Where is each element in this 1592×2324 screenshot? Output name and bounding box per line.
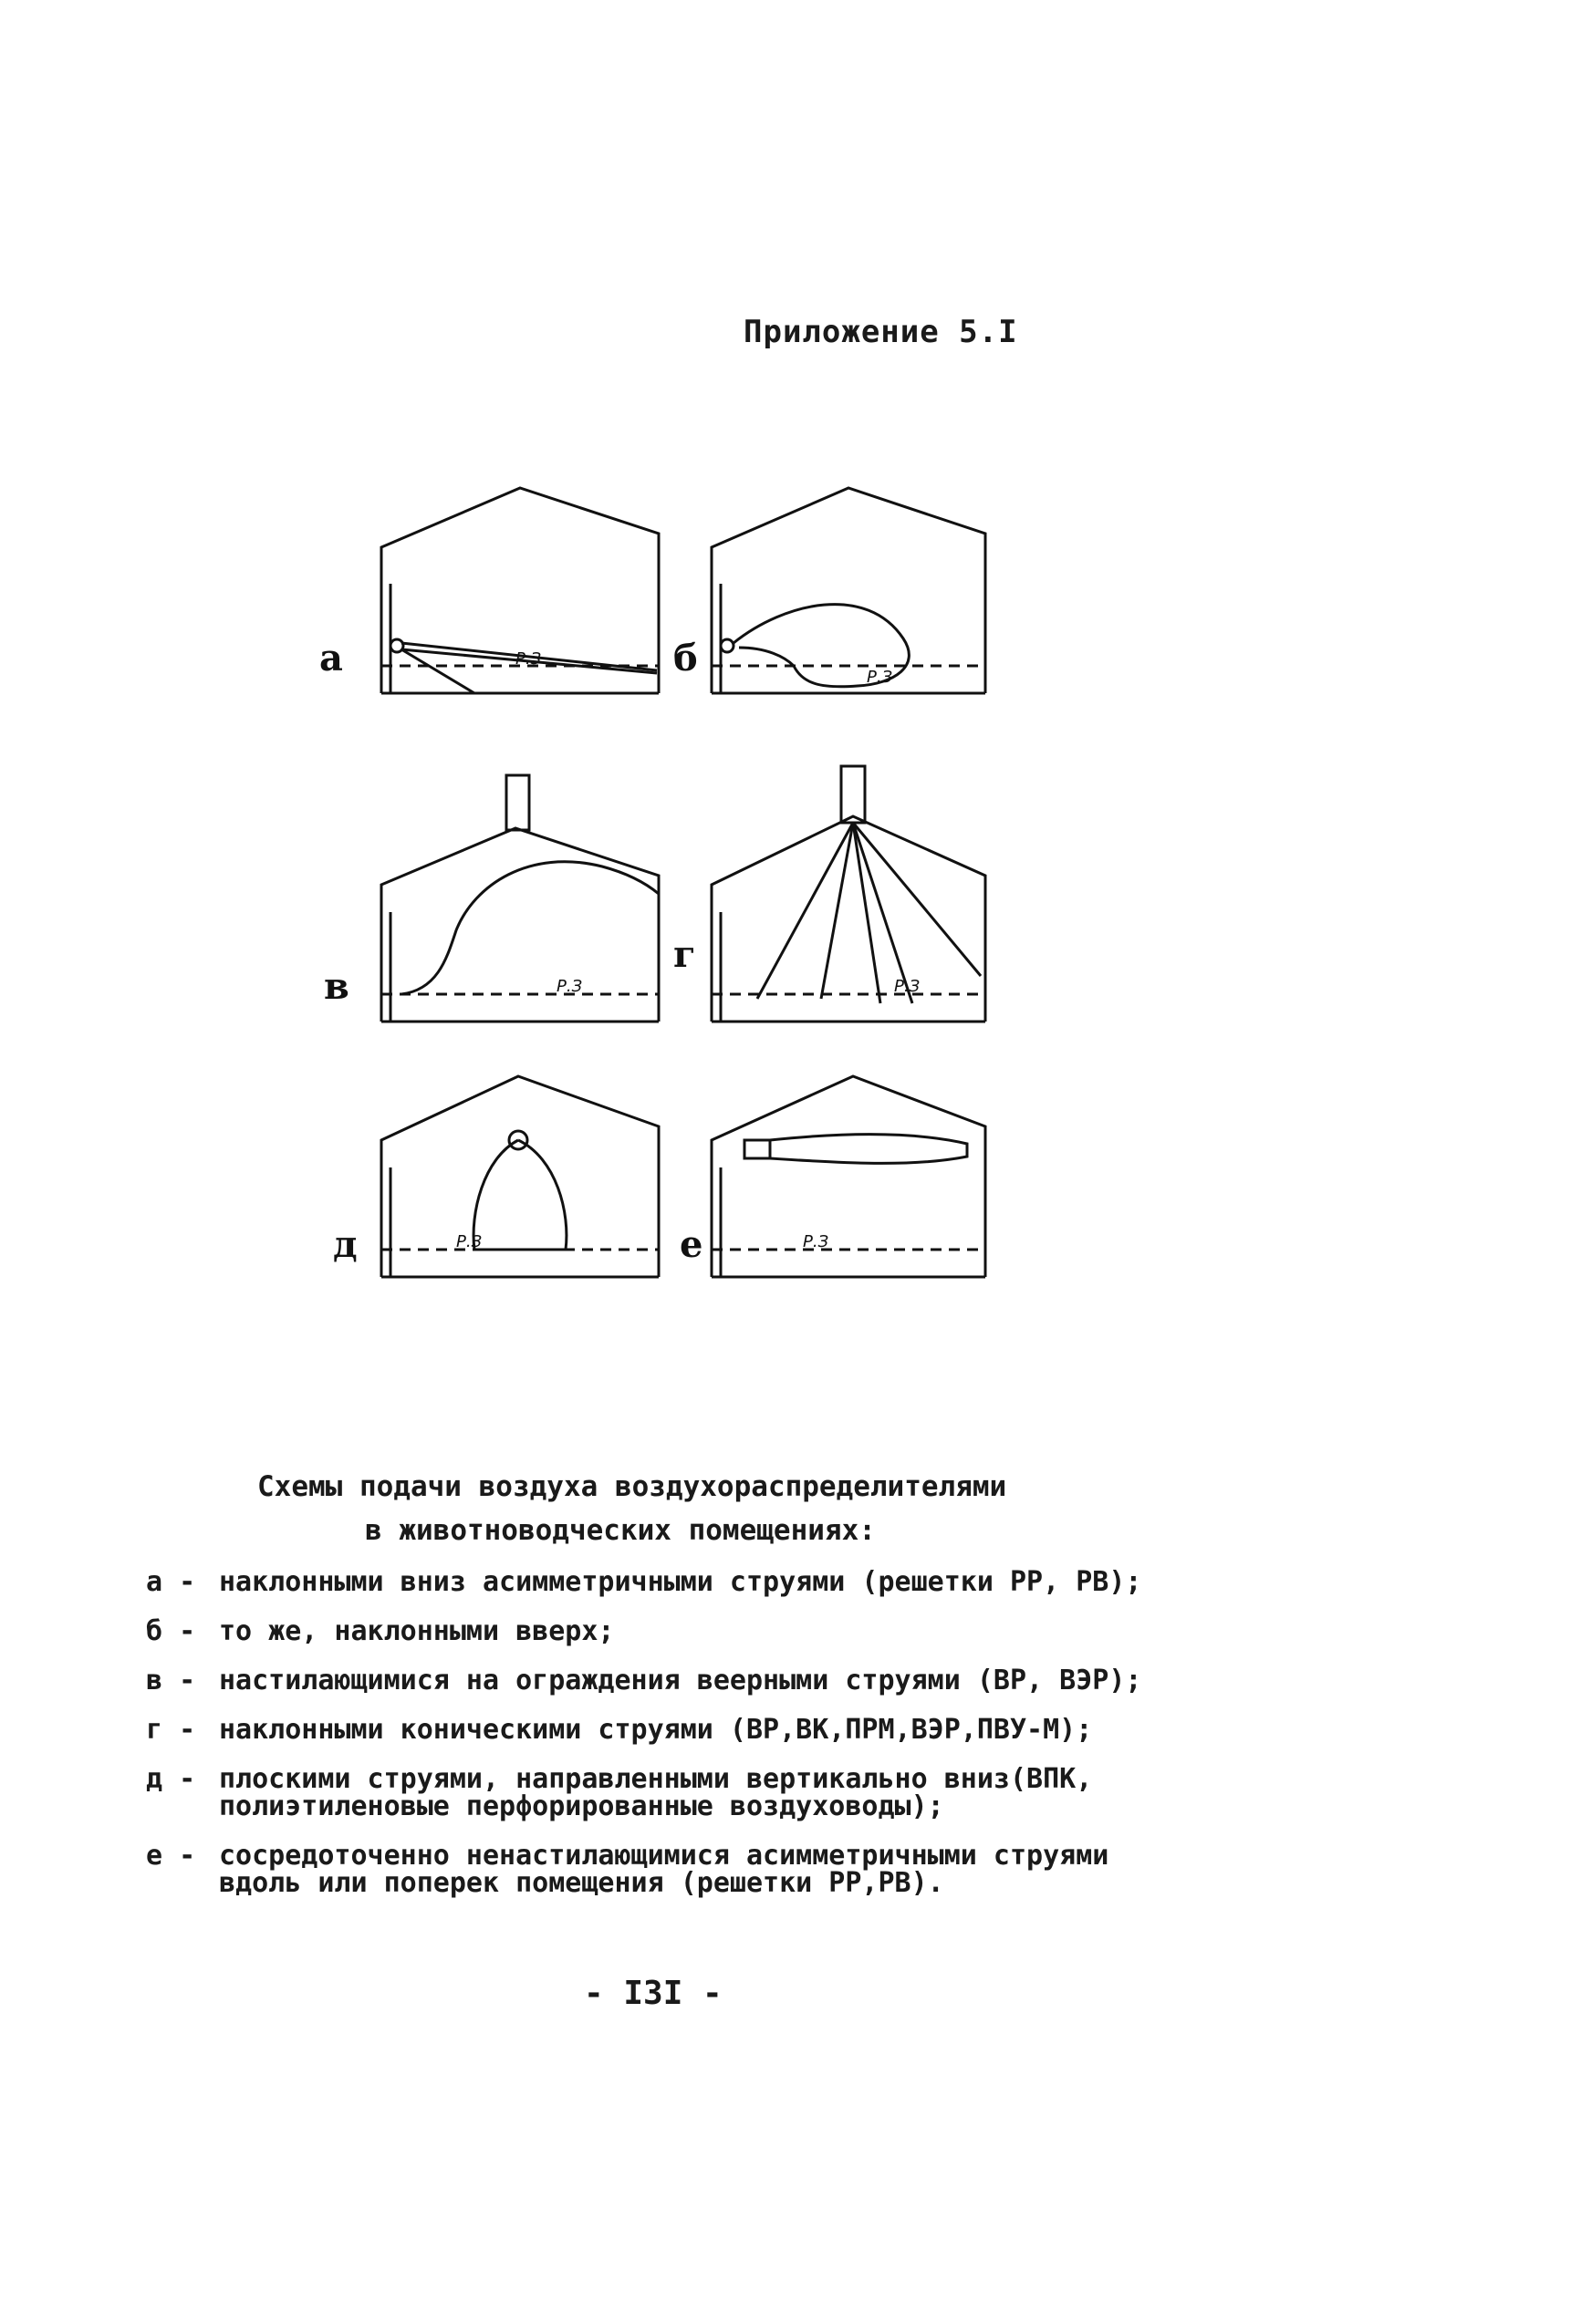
legend-letter: в - xyxy=(146,1665,196,1696)
legend-text: наклонными коническими струями (ВР,ВК,ПРМ,ВЭР,ПВУ-М); xyxy=(219,1714,1093,1746)
panel-label: д xyxy=(333,1223,358,1266)
legend-item xyxy=(146,1566,1195,1598)
legend-item xyxy=(146,1842,1195,1897)
legend-letter: д - xyxy=(146,1763,196,1795)
working-zone-label: Р.З xyxy=(456,1232,483,1251)
panel-label: е xyxy=(680,1223,703,1266)
legend-item xyxy=(146,1667,1195,1695)
legend-list xyxy=(146,1566,1195,1919)
legend-text: наклонными вниз асимметричными струями (решетки РР, РВ); xyxy=(219,1566,1142,1598)
legend-item xyxy=(146,1763,1195,1822)
working-zone-label: Р.З xyxy=(557,977,583,996)
working-zone-label: Р.З xyxy=(515,649,542,669)
figure-caption-line2: в животноводческих помещениях: xyxy=(365,1514,876,1547)
panel-d-diagram xyxy=(381,1076,659,1277)
panel-label: в xyxy=(324,965,349,1008)
legend-letter: б - xyxy=(146,1615,196,1647)
panel-label: а xyxy=(319,637,343,680)
panel-label: г xyxy=(673,933,696,976)
air-supply-schemes-figure xyxy=(310,483,1040,1395)
legend-text: настилающимися на ограждения веерными струями (ВР, ВЭР); xyxy=(219,1665,1142,1696)
working-zone-label: Р.З xyxy=(803,1232,829,1251)
legend-letter: е - xyxy=(146,1840,196,1872)
panel-b-diagram xyxy=(712,488,985,693)
panel-v-diagram xyxy=(381,775,659,1022)
legend-letter: г - xyxy=(146,1714,196,1746)
legend-text: то же, наклонными вверх; xyxy=(219,1615,615,1647)
legend-text: сосредоточенно ненастилающимися асимметричными струями вдоль или поперек помещения (решетки РР,РВ). xyxy=(219,1840,1109,1899)
legend-letter: а - xyxy=(146,1566,196,1598)
working-zone-label: Р.З xyxy=(867,668,893,687)
appendix-title: Приложение 5.I xyxy=(744,314,1018,350)
legend-text: плоскими струями, направленными вертикально вниз(ВПК, полиэтиленовые перфорированные воздуховоды); xyxy=(219,1763,1093,1822)
working-zone-label: Р.З xyxy=(894,977,921,996)
figure-caption-line1: Схемы подачи воздуха воздухораспределителями xyxy=(257,1470,1007,1503)
panel-e-diagram xyxy=(712,1076,985,1277)
page-number: - I3I - xyxy=(584,1975,723,2012)
panel-label: б xyxy=(673,637,698,680)
legend-item xyxy=(146,1714,1195,1746)
legend-item xyxy=(146,1615,1195,1647)
panel-g-diagram xyxy=(712,766,985,1022)
